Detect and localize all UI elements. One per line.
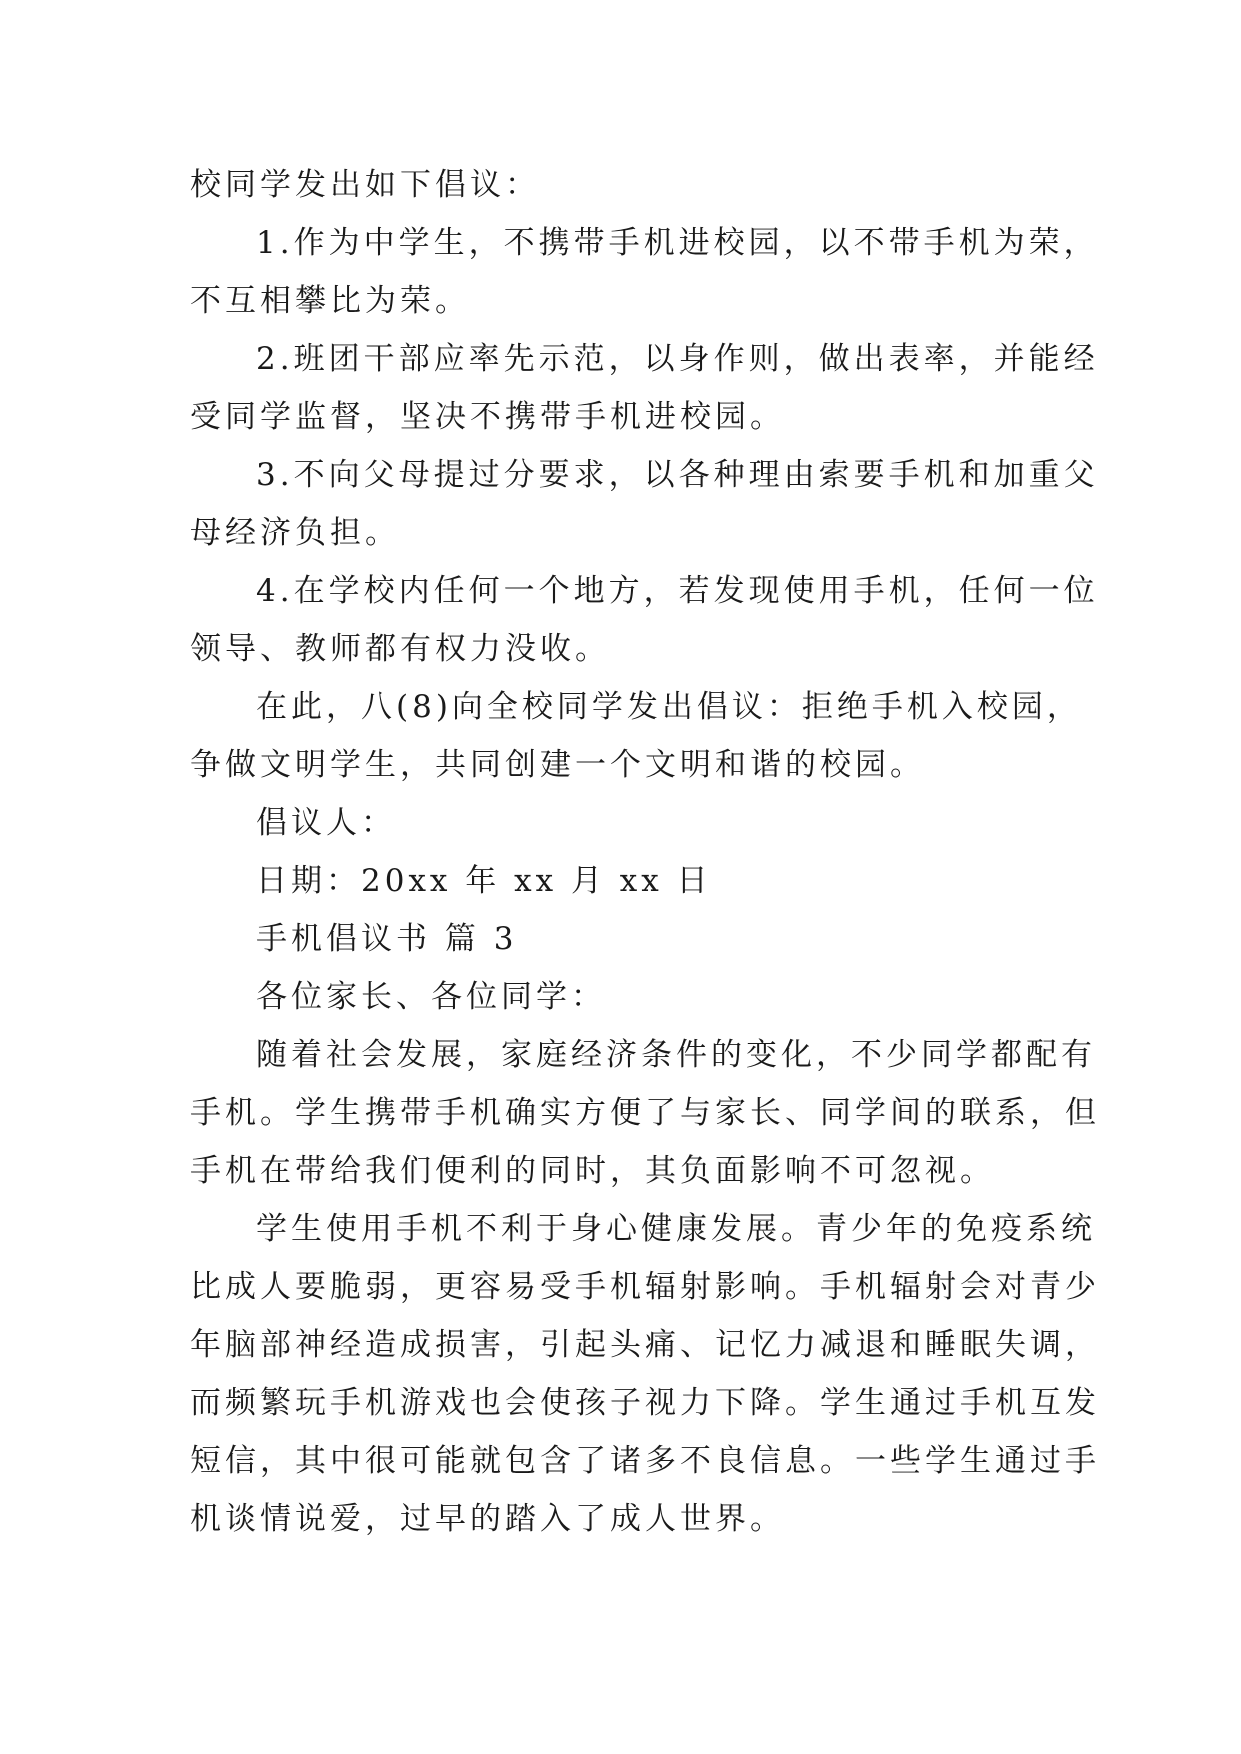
text-line: 领导、教师都有权力没收。 — [190, 631, 610, 667]
section-title: 手机倡议书 篇 3 — [256, 921, 518, 957]
text-line: 而频繁玩手机游戏也会使孩子视力下降。学生通过手机互发 — [190, 1385, 1100, 1421]
proposal-item-2: 2.班团干部应率先示范，以身作则，做出表率，并能经 — [256, 341, 1099, 377]
text-line: 母经济负担。 — [190, 515, 400, 551]
text-line: 机谈情说爱，过早的踏入了成人世界。 — [190, 1501, 785, 1537]
proposal-item-1: 1.作为中学生，不携带手机进校园，以不带手机为荣， — [256, 225, 1099, 261]
text-line: 比成人要脆弱，更容易受手机辐射影响。手机辐射会对青少 — [190, 1269, 1100, 1305]
text-line: 校同学发出如下倡议： — [190, 167, 540, 203]
text-line: 在此，八(8)向全校同学发出倡议：拒绝手机入校园， — [256, 689, 1082, 725]
text-line: 短信，其中很可能就包含了诸多不良信息。一些学生通过手 — [190, 1443, 1100, 1479]
proposal-item-3: 3.不向父母提过分要求，以各种理由索要手机和加重父 — [256, 457, 1099, 493]
text-line: 学生使用手机不利于身心健康发展。青少年的免疫系统 — [256, 1211, 1096, 1247]
proposer-label: 倡议人： — [256, 805, 396, 841]
text-line: 年脑部神经造成损害，引起头痛、记忆力减退和睡眠失调， — [190, 1327, 1100, 1363]
text-line: 受同学监督，坚决不携带手机进校园。 — [190, 399, 785, 435]
text-line: 随着社会发展，家庭经济条件的变化，不少同学都配有 — [256, 1037, 1096, 1073]
date-line: 日期：20xx 年 xx 月 xx 日 — [256, 863, 712, 899]
text-line: 争做文明学生，共同创建一个文明和谐的校园。 — [190, 747, 925, 783]
salutation: 各位家长、各位同学： — [256, 979, 606, 1015]
proposal-item-4: 4.在学校内任何一个地方，若发现使用手机，任何一位 — [256, 573, 1099, 609]
text-line: 不互相攀比为荣。 — [190, 283, 470, 319]
text-line: 手机在带给我们便利的同时，其负面影响不可忽视。 — [190, 1153, 995, 1189]
text-line: 手机。学生携带手机确实方便了与家长、同学间的联系，但 — [190, 1095, 1100, 1131]
